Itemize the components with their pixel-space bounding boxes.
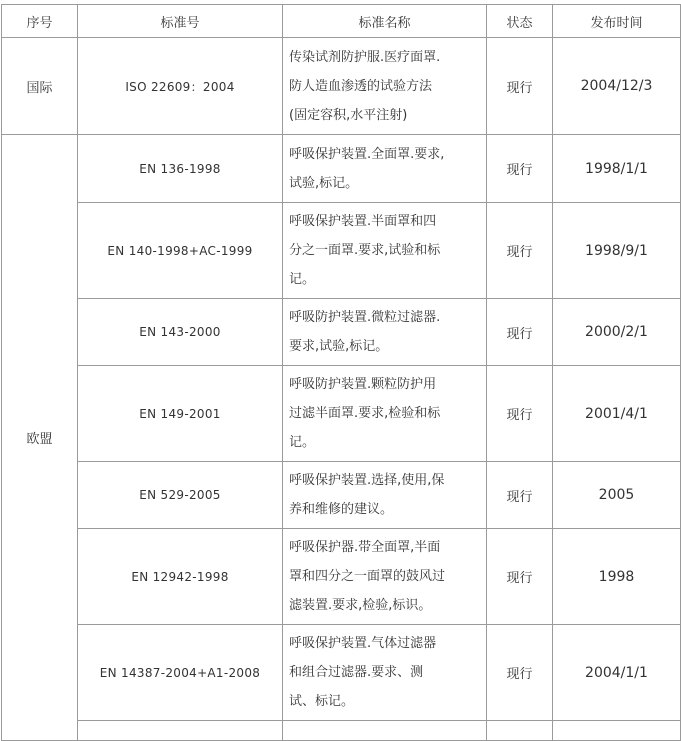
name-line: 分之一面罩.要求,试验和标 — [289, 243, 441, 258]
standard-name-cell — [283, 203, 487, 299]
region-cell: 国际 — [2, 38, 78, 135]
name-line: (固定容积,水平注射) — [289, 107, 408, 123]
standard-number-cell: EN 149-2001 — [78, 366, 283, 462]
name-line: 试、标记。 — [289, 694, 355, 709]
table-row — [2, 203, 681, 299]
status-cell: 现行 — [487, 38, 553, 135]
header-publish-date: 发布时间 — [553, 5, 681, 38]
name-line: 滤装置.要求,检验,标识。 — [289, 598, 432, 613]
name-line: 要求,试验,标记。 — [289, 339, 389, 354]
status-cell: 现行 — [487, 625, 553, 721]
status-cell: 现行 — [487, 366, 553, 462]
name-line: 罩和四分之一面罩的鼓风过 — [289, 569, 446, 584]
date-cell — [553, 721, 681, 741]
standard-number-cell: EN 12942-1998 — [78, 529, 283, 625]
status-cell: 现行 — [487, 299, 553, 366]
name-line: 呼吸保护装置.气体过滤器 — [289, 636, 437, 651]
standard-name-cell — [283, 38, 487, 135]
date-cell: 1998/1/1 — [553, 135, 681, 203]
header-index: 序号 — [2, 5, 78, 38]
header-standard-name: 标准名称 — [283, 5, 487, 38]
name-line: 呼吸保护装置.全面罩.要求, — [289, 146, 445, 162]
name-line: 传染试剂防护服.医疗面罩. — [289, 49, 441, 65]
name-line: 呼吸防护装置.颗粒防护用 — [289, 377, 437, 392]
date-cell: 2001/4/1 — [553, 366, 681, 462]
name-line: 试验,标记。 — [289, 175, 359, 191]
name-line: 呼吸防护装置.微粒过滤器. — [289, 310, 441, 325]
table-row — [2, 135, 681, 203]
date-cell: 2004/12/3 — [553, 38, 681, 135]
header-row — [2, 5, 681, 38]
standard-number-cell: EN 14387-2004+A1-2008 — [78, 625, 283, 721]
status-cell: 现行 — [487, 462, 553, 529]
name-line: 过滤半面罩.要求,检验和标 — [289, 406, 441, 421]
table-row — [2, 529, 681, 625]
standard-number-cell: EN 136-1998 — [78, 135, 283, 203]
standard-name-cell — [283, 529, 487, 625]
name-line: 防人造血渗透的试验方法 — [289, 78, 433, 94]
table-row — [2, 38, 681, 135]
name-line: 记。 — [289, 272, 316, 287]
standards-table — [1, 4, 681, 741]
header-standard-number: 标准号 — [78, 5, 283, 38]
standard-number-cell: EN 140-1998+AC-1999 — [78, 203, 283, 299]
date-cell: 1998/9/1 — [553, 203, 681, 299]
standard-number-cell: ISO 22609：2004 — [78, 38, 283, 135]
standard-number-cell: EN 143-2000 — [78, 299, 283, 366]
standard-name-cell — [283, 366, 487, 462]
standard-name-cell — [283, 299, 487, 366]
date-cell: 2005 — [553, 462, 681, 529]
date-cell: 2004/1/1 — [553, 625, 681, 721]
region-cell: 欧盟 — [2, 135, 78, 741]
status-cell — [487, 721, 553, 741]
name-line: 和组合过滤器.要求、测 — [289, 665, 424, 680]
standard-name-cell — [283, 625, 487, 721]
table-row — [2, 721, 681, 741]
table-row — [2, 366, 681, 462]
standard-number-cell: EN 529-2005 — [78, 462, 283, 529]
status-cell: 现行 — [487, 203, 553, 299]
name-line: 呼吸保护器.带全面罩,半面 — [289, 540, 441, 555]
standard-name-cell — [283, 135, 487, 203]
name-line: 呼吸保护装置.选择,使用,保 — [289, 473, 445, 488]
status-cell: 现行 — [487, 135, 553, 203]
table-row — [2, 462, 681, 529]
name-line: 记。 — [289, 435, 316, 450]
standard-name-cell — [283, 462, 487, 529]
name-line: 呼吸保护装置.半面罩和四 — [289, 214, 437, 229]
standard-number-cell — [78, 721, 283, 741]
status-cell: 现行 — [487, 529, 553, 625]
name-line: 养和维修的建议。 — [289, 502, 394, 517]
table-row — [2, 625, 681, 721]
table-row — [2, 299, 681, 366]
date-cell: 1998 — [553, 529, 681, 625]
date-cell: 2000/2/1 — [553, 299, 681, 366]
standard-name-cell — [283, 721, 487, 741]
header-status: 状态 — [487, 5, 553, 38]
